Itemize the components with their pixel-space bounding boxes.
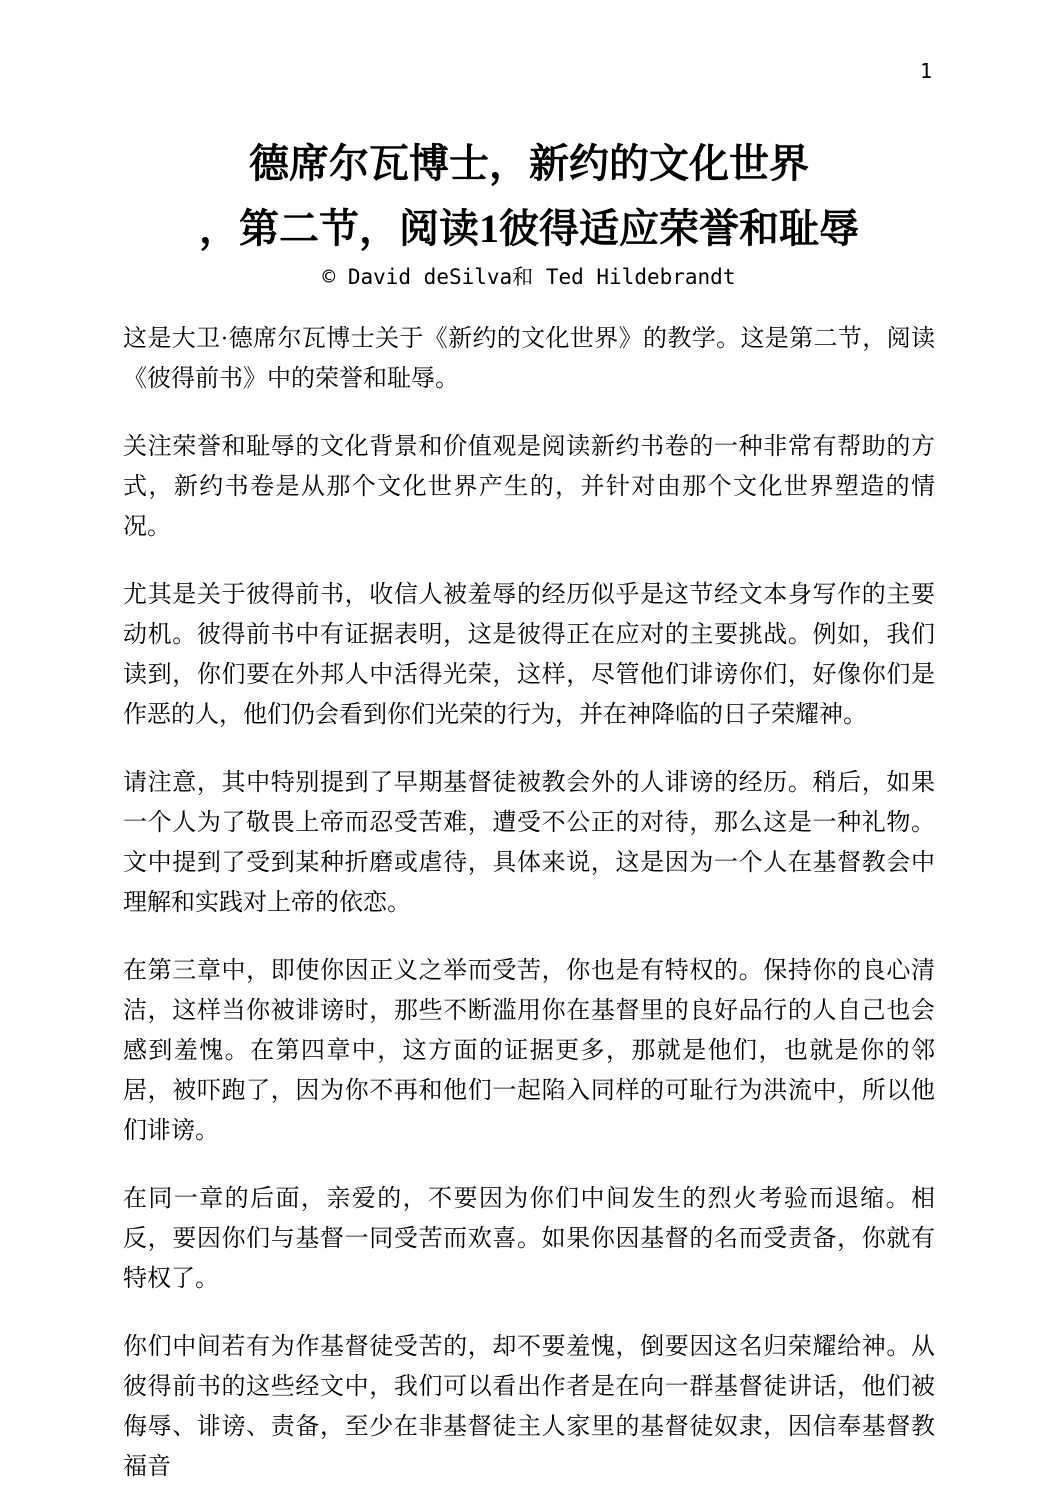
body-paragraph: 尤其是关于彼得前书，收信人被羞辱的经历似乎是这节经文本身写作的主要动机。彼得前书中有证据表明，这是彼得正在应对的主要挑战。例如，我们读到，你们要在外邦人中活得光荣，这样，尽管他们诽谤你们，好像你们是作恶的人，他们仍会看到你们光荣的行为，并在神降临的日子荣耀神。 — [123, 582, 935, 728]
body-paragraph: 这是大卫·德席尔瓦博士关于《新约的文化世界》的教学。这是第二节，阅读《彼得前书》中的荣誉和耻辱。 — [123, 326, 935, 392]
page-number: 1 — [919, 59, 932, 83]
document-title — [100, 131, 958, 261]
body-paragraph: 在同一章的后面，亲爱的，不要因为你们中间发生的烈火考验而退缩。相反，要因你们与基督一同受苦而欢喜。如果你因基督的名而受责备，你就有特权了。 — [123, 1186, 935, 1292]
byline: © David deSilva和 Ted Hildebrandt — [322, 265, 736, 289]
body-paragraph: 请注意，其中特别提到了早期基督徒被教会外的人诽谤的经历。稍后，如果一个人为了敬畏上帝而忍受苦难，遭受不公正的对待，那么这是一种礼物。文中提到了受到某种折磨或虐待，具体来说，这是因为一个人在基督教会中理解和实践对上帝的依恋。 — [123, 770, 935, 916]
body-paragraph: 你们中间若有为作基督徒受苦的，却不要羞愧，倒要因这名归荣耀给神。从彼得前书的这些经文中，我们可以看出作者是在向一群基督徒讲话，他们被侮辱、诽谤、责备，至少在非基督徒主人家里的基督徒奴隶，因信奉基督教福音 — [123, 1334, 935, 1480]
title-line-1: 德席尔瓦博士，新约的文化世界 — [249, 141, 809, 186]
title-line-2: ，第二节，阅读1彼得适应荣誉和耻辱 — [199, 206, 859, 251]
body-paragraph: 在第三章中，即使你因正义之举而受苦，你也是有特权的。保持你的良心清洁，这样当你被诽谤时，那些不断滥用你在基督里的良好品行的人自己也会感到羞愧。在第四章中，这方面的证据更多，那就是他们，也就是你的邻居，被吓跑了，因为你不再和他们一起陷入同样的可耻行为洪流中，所以他们诽谤。 — [123, 958, 935, 1144]
body-paragraph: 关注荣誉和耻辱的文化背景和价值观是阅读新约书卷的一种非常有帮助的方式，新约书卷是从那个文化世界产生的，并针对由那个文化世界塑造的情况。 — [123, 434, 935, 540]
document-body — [123, 319, 935, 1487]
